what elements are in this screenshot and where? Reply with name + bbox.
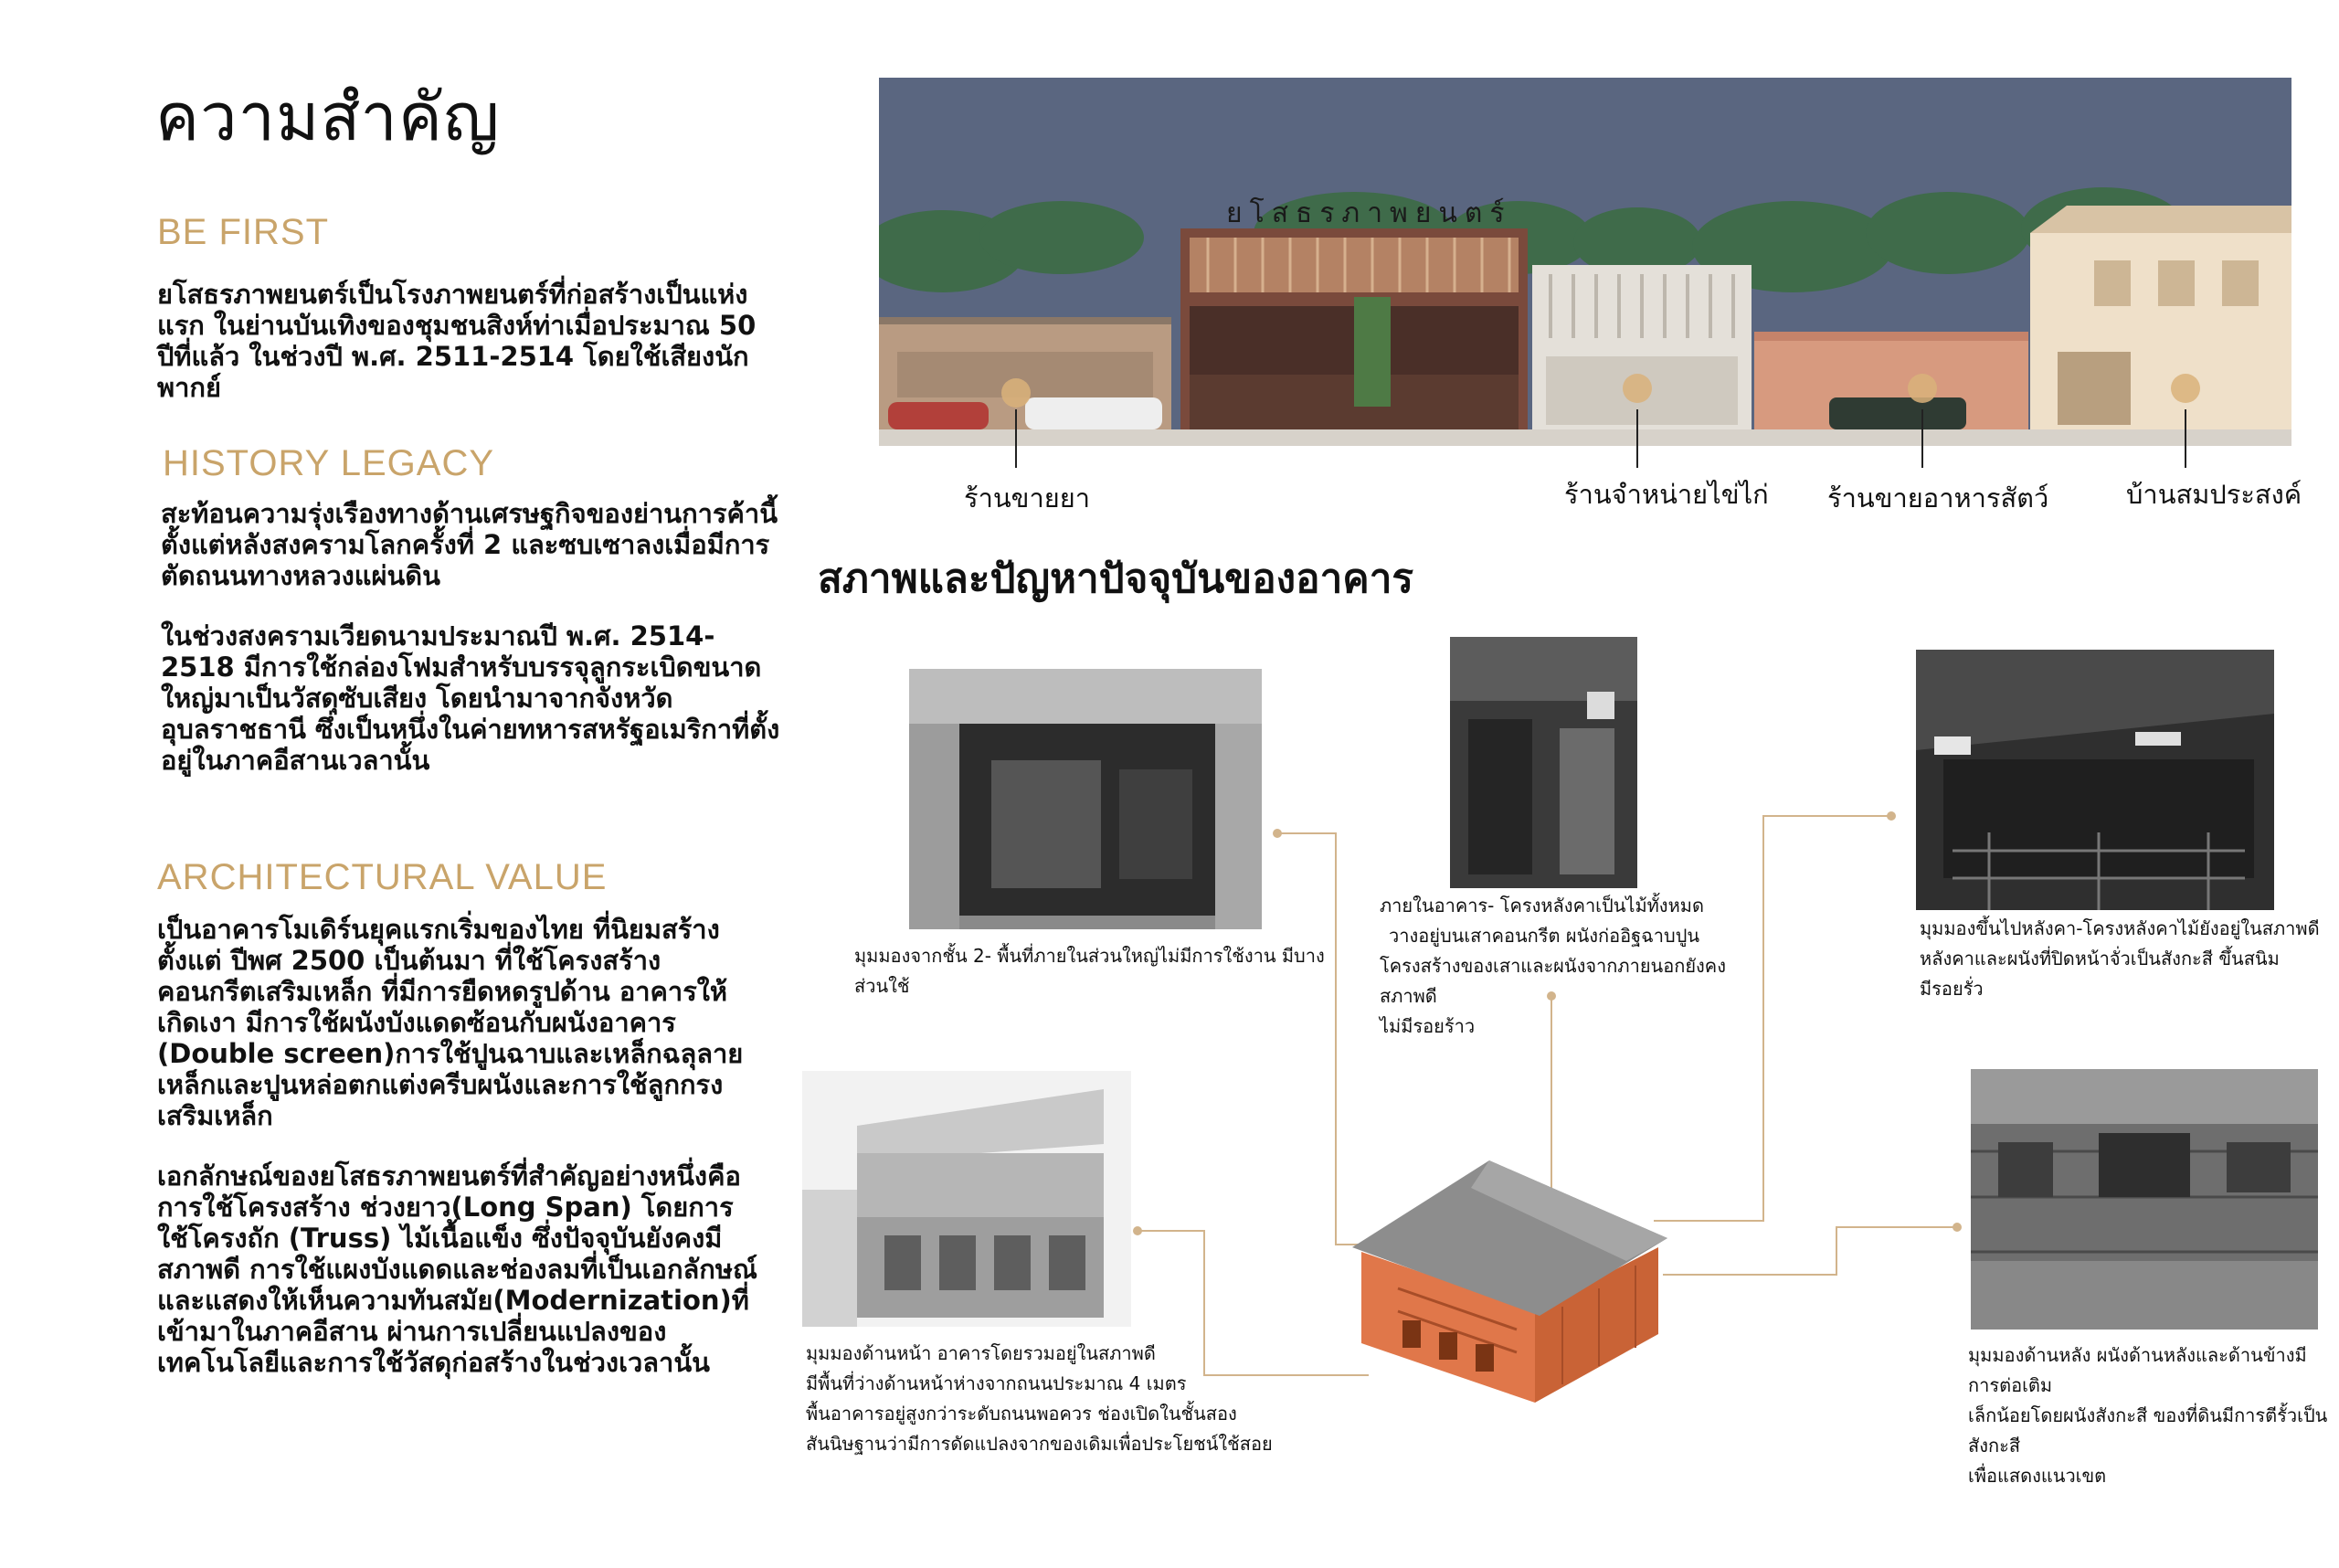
section-heading-architectural-value: ARCHITECTURAL VALUE	[157, 857, 608, 897]
photo-rear-image	[1971, 1069, 2318, 1330]
caption-rear	[1968, 1340, 2334, 1491]
elevation-label-pharmacy: ร้านขายยา	[964, 482, 1091, 514]
photo-roof-image	[1916, 650, 2274, 910]
isometric-building-drawing	[1352, 1151, 1681, 1407]
page-title: ความสำคัญ	[155, 79, 501, 155]
isometric-building-model	[1352, 1151, 1681, 1407]
photo-rear	[1971, 1069, 2318, 1330]
caption-line: เล็กน้อยโดยผนังสังกะสี ของที่ดินมีการตีรั้วเป็นสังกะสี	[1968, 1404, 2328, 1457]
section-subtitle: สภาพและปัญหาปัจจุบันของอาคาร	[818, 556, 1414, 602]
caption-line: เพื่อแสดงแนวเขต	[1968, 1465, 2107, 1487]
paragraph: เอกลักษณ์ของยโสธรภาพยนตร์ที่สำคัญอย่างหนึ่งคือ การใช้โครงสร้าง ช่วงยาว(Long Span) โดยการใช้โครงถัก (Truss) ไม้เนื้อแข็ง ซึ่งปัจจุบันยังคงมีสภาพดี การใช้แผงบังแดดและช่องลมที่เป็นเอกลักษณ์ และแสดงให้เห็นความทันสมัย(Modernization)ที่เข้ามาในภาคอีสาน ผ่านการเปลี่ยนแปลงของเทคโนโลยีและการใช้วัสดุก่อสร้างในช่วงเวลานั้น	[157, 1160, 757, 1378]
paragraph: ในช่วงสงครามเวียดนามประมาณปี พ.ศ. 2514-2518 มีการใช้กล่องโฟมสำหรับบรรจุลูกระเบิดขนาดใหญ่มาเป็นวัสดุซับเสียง โดยนำมาจากจังหวัดอุบลราชธานี ซึ่งเป็นหนึ่งในค่ายทหารสหรัฐอเมริกาที่ตั้งอยู่ในภาคอีสานเวลานั้น	[161, 620, 780, 776]
caption-interior	[1380, 891, 1763, 1042]
section-heading-history-legacy: HISTORY LEGACY	[163, 443, 495, 483]
caption-line: มีพื้นที่ว่างด้านหน้าห่างจากถนนประมาณ 4 เมตร	[806, 1372, 1187, 1394]
elevation-label-somprasong-house: บ้านสมประสงค์	[2126, 479, 2302, 510]
caption-line: วางอยู่บนเสาคอนกรีต ผนังก่ออิฐฉาบปูน	[1389, 925, 1700, 947]
caption-line: ภายในอาคาร- โครงหลังคาเป็นไม้ทั้งหมด	[1380, 895, 1704, 916]
caption-line: หลังคาและผนังที่ปิดหน้าจั่วเป็นสังกะสี ขึ้นสนิม	[1920, 948, 2280, 969]
elevation-label-animal-feed-shop: ร้านขายอาหารสัตว์	[1827, 482, 2049, 514]
caption-line: พื้นอาคารอยู่สูงกว่าระดับถนนพอควร ช่องเปิดในชั้นสอง	[806, 1403, 1237, 1425]
caption-line: โครงสร้างของเสาและผนังจากภายนอกยังคงสภาพดี	[1380, 955, 1726, 1007]
photo-second-floor	[909, 669, 1262, 929]
caption-roof	[1920, 914, 2322, 1004]
photo-interior-image	[1450, 637, 1637, 888]
photo-front	[802, 1071, 1131, 1327]
caption-second-floor: มุมมองจากชั้น 2- พื้นที่ภายในส่วนใหญ่ไม่มีการใช้งาน มีบางส่วนใช้	[854, 945, 1325, 997]
caption-line: มุมมองขึ้นไปหลังคา-โครงหลังคาไม้ยังอยู่ในสภาพดี	[1920, 917, 2320, 939]
caption-line: ไม่มีรอยร้าว	[1380, 1015, 1476, 1037]
elevation-label-egg-shop: ร้านจำหน่ายไข่ไก่	[1564, 479, 1769, 510]
paragraph: เป็นอาคารโมเดิร์นยุคแรกเริ่มของไทย ที่นิยมสร้างตั้งแต่ ปีพศ 2500 เป็นต้นมา ที่ใช้โครงสร้างคอนกรีตเสริมเหล็ก ที่มีการยืดหดรูปด้าน อาคารให้เกิดเงา มีการใช้ผนังบังแดดซ้อนกับผนังอาคาร (Double screen)การใช้ปูนฉาบและเหล็กฉลุลาย เหล็กและปูนหล่อตกแต่งครีบผนังและการใช้ลูกกรงเสริมเหล็ก	[157, 914, 744, 1131]
paragraph: สะท้อนความรุ่งเรืองทางด้านเศรษฐกิจของย่านการค้านี้ ตั้งแต่หลังสงครามโลกครั้งที่ 2 และซบเซาลงเมื่อมีการตัดถนนทางหลวงแผ่นดิน	[161, 498, 778, 591]
section-heading-be-first: BE FIRST	[157, 212, 330, 252]
cinema-signage: ยโสธรภาพยนตร์	[1226, 197, 1512, 229]
photo-front-image	[802, 1071, 1131, 1327]
caption-front	[806, 1339, 1281, 1459]
photo-interior	[1450, 637, 1637, 888]
paragraph: ยโสธรภาพยนตร์เป็นโรงภาพยนตร์ที่ก่อสร้างเป็นแห่งแรก ในย่านบันเทิงของชุมชนสิงห์ท่าเมื่อประมาณ 50 ปีที่แล้ว ในช่วงปี พ.ศ. 2511-2514 โดยใช้เสียงนักพากย์	[157, 279, 757, 403]
caption-line: มีรอยรั่ว	[1920, 978, 1984, 1000]
photo-second-floor-image	[909, 669, 1262, 929]
photo-roof	[1916, 650, 2274, 910]
caption-line: มุมมองด้านหน้า อาคารโดยรวมอยู่ในสภาพดี	[806, 1342, 1156, 1364]
caption-line: มุมมองด้านหลัง ผนังด้านหลังและด้านข้างมีการต่อเติม	[1968, 1344, 2307, 1396]
caption-line: สันนิษฐานว่ามีการดัดแปลงจากของเดิมเพื่อประโยชน์ใช้สอย	[806, 1433, 1273, 1455]
